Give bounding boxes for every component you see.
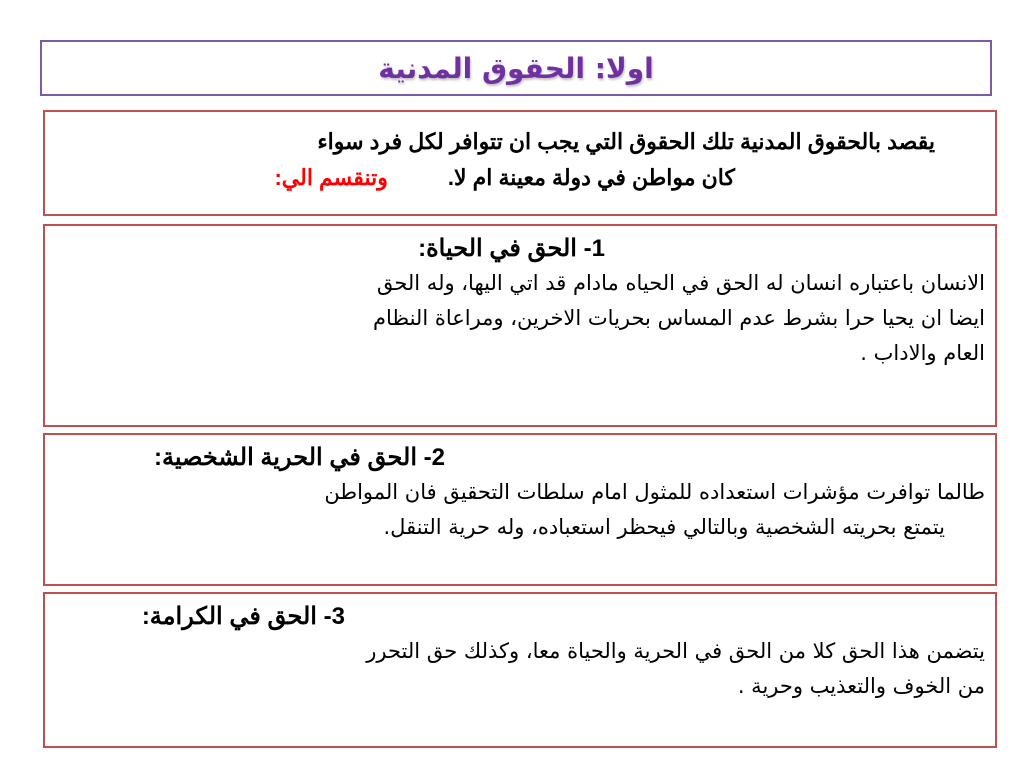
section-1-line-2: ايضا ان يحيا حرا بشرط عدم المساس بحريات الاخرين، ومراعاة النظام xyxy=(372,306,985,330)
section-1-heading: 1- الحق في الحياة: xyxy=(418,235,605,262)
section-3-line-2: من الخوف والتعذيب وحرية . xyxy=(737,674,985,698)
intro-line-1: يقصد بالحقوق المدنية تلك الحقوق التي يجب ان تتوافر لكل فرد سواء xyxy=(317,129,935,154)
intro-box xyxy=(43,110,997,216)
section-3-line-1: يتضمن هذا الحق كلا من الحق في الحرية والحياة معا، وكذلك حق التحرر xyxy=(366,639,985,663)
section-personal-freedom xyxy=(43,433,997,586)
section-2-heading: 2- الحق في الحرية الشخصية: xyxy=(153,444,445,471)
section-right-to-life xyxy=(43,224,997,427)
section-2-line-1: طالما توافرت مؤشرات استعداده للمثول امام سلطات التحقيق فان المواطن xyxy=(324,480,985,504)
slide-title: اولا: الحقوق المدنية xyxy=(378,51,654,85)
section-3-heading: 3- الحق في الكرامة: xyxy=(141,603,345,630)
section-1-line-1: الانسان باعتباره انسان له الحق في الحياه مادام قد اتي اليها، وله الحق xyxy=(376,271,985,295)
section-2-line-2: يتمتع بحريته الشخصية وبالتالي فيحظر استعباده، وله حرية التنقل. xyxy=(383,515,945,539)
title-box xyxy=(40,40,992,96)
intro-line-2 xyxy=(55,160,985,196)
divides-label: وتنقسم الي: xyxy=(274,165,388,190)
section-dignity xyxy=(43,592,997,748)
section-1-line-3: العام والاداب . xyxy=(860,341,985,365)
intro-line-2-text: كان مواطن في دولة معينة ام لا. xyxy=(447,165,735,190)
